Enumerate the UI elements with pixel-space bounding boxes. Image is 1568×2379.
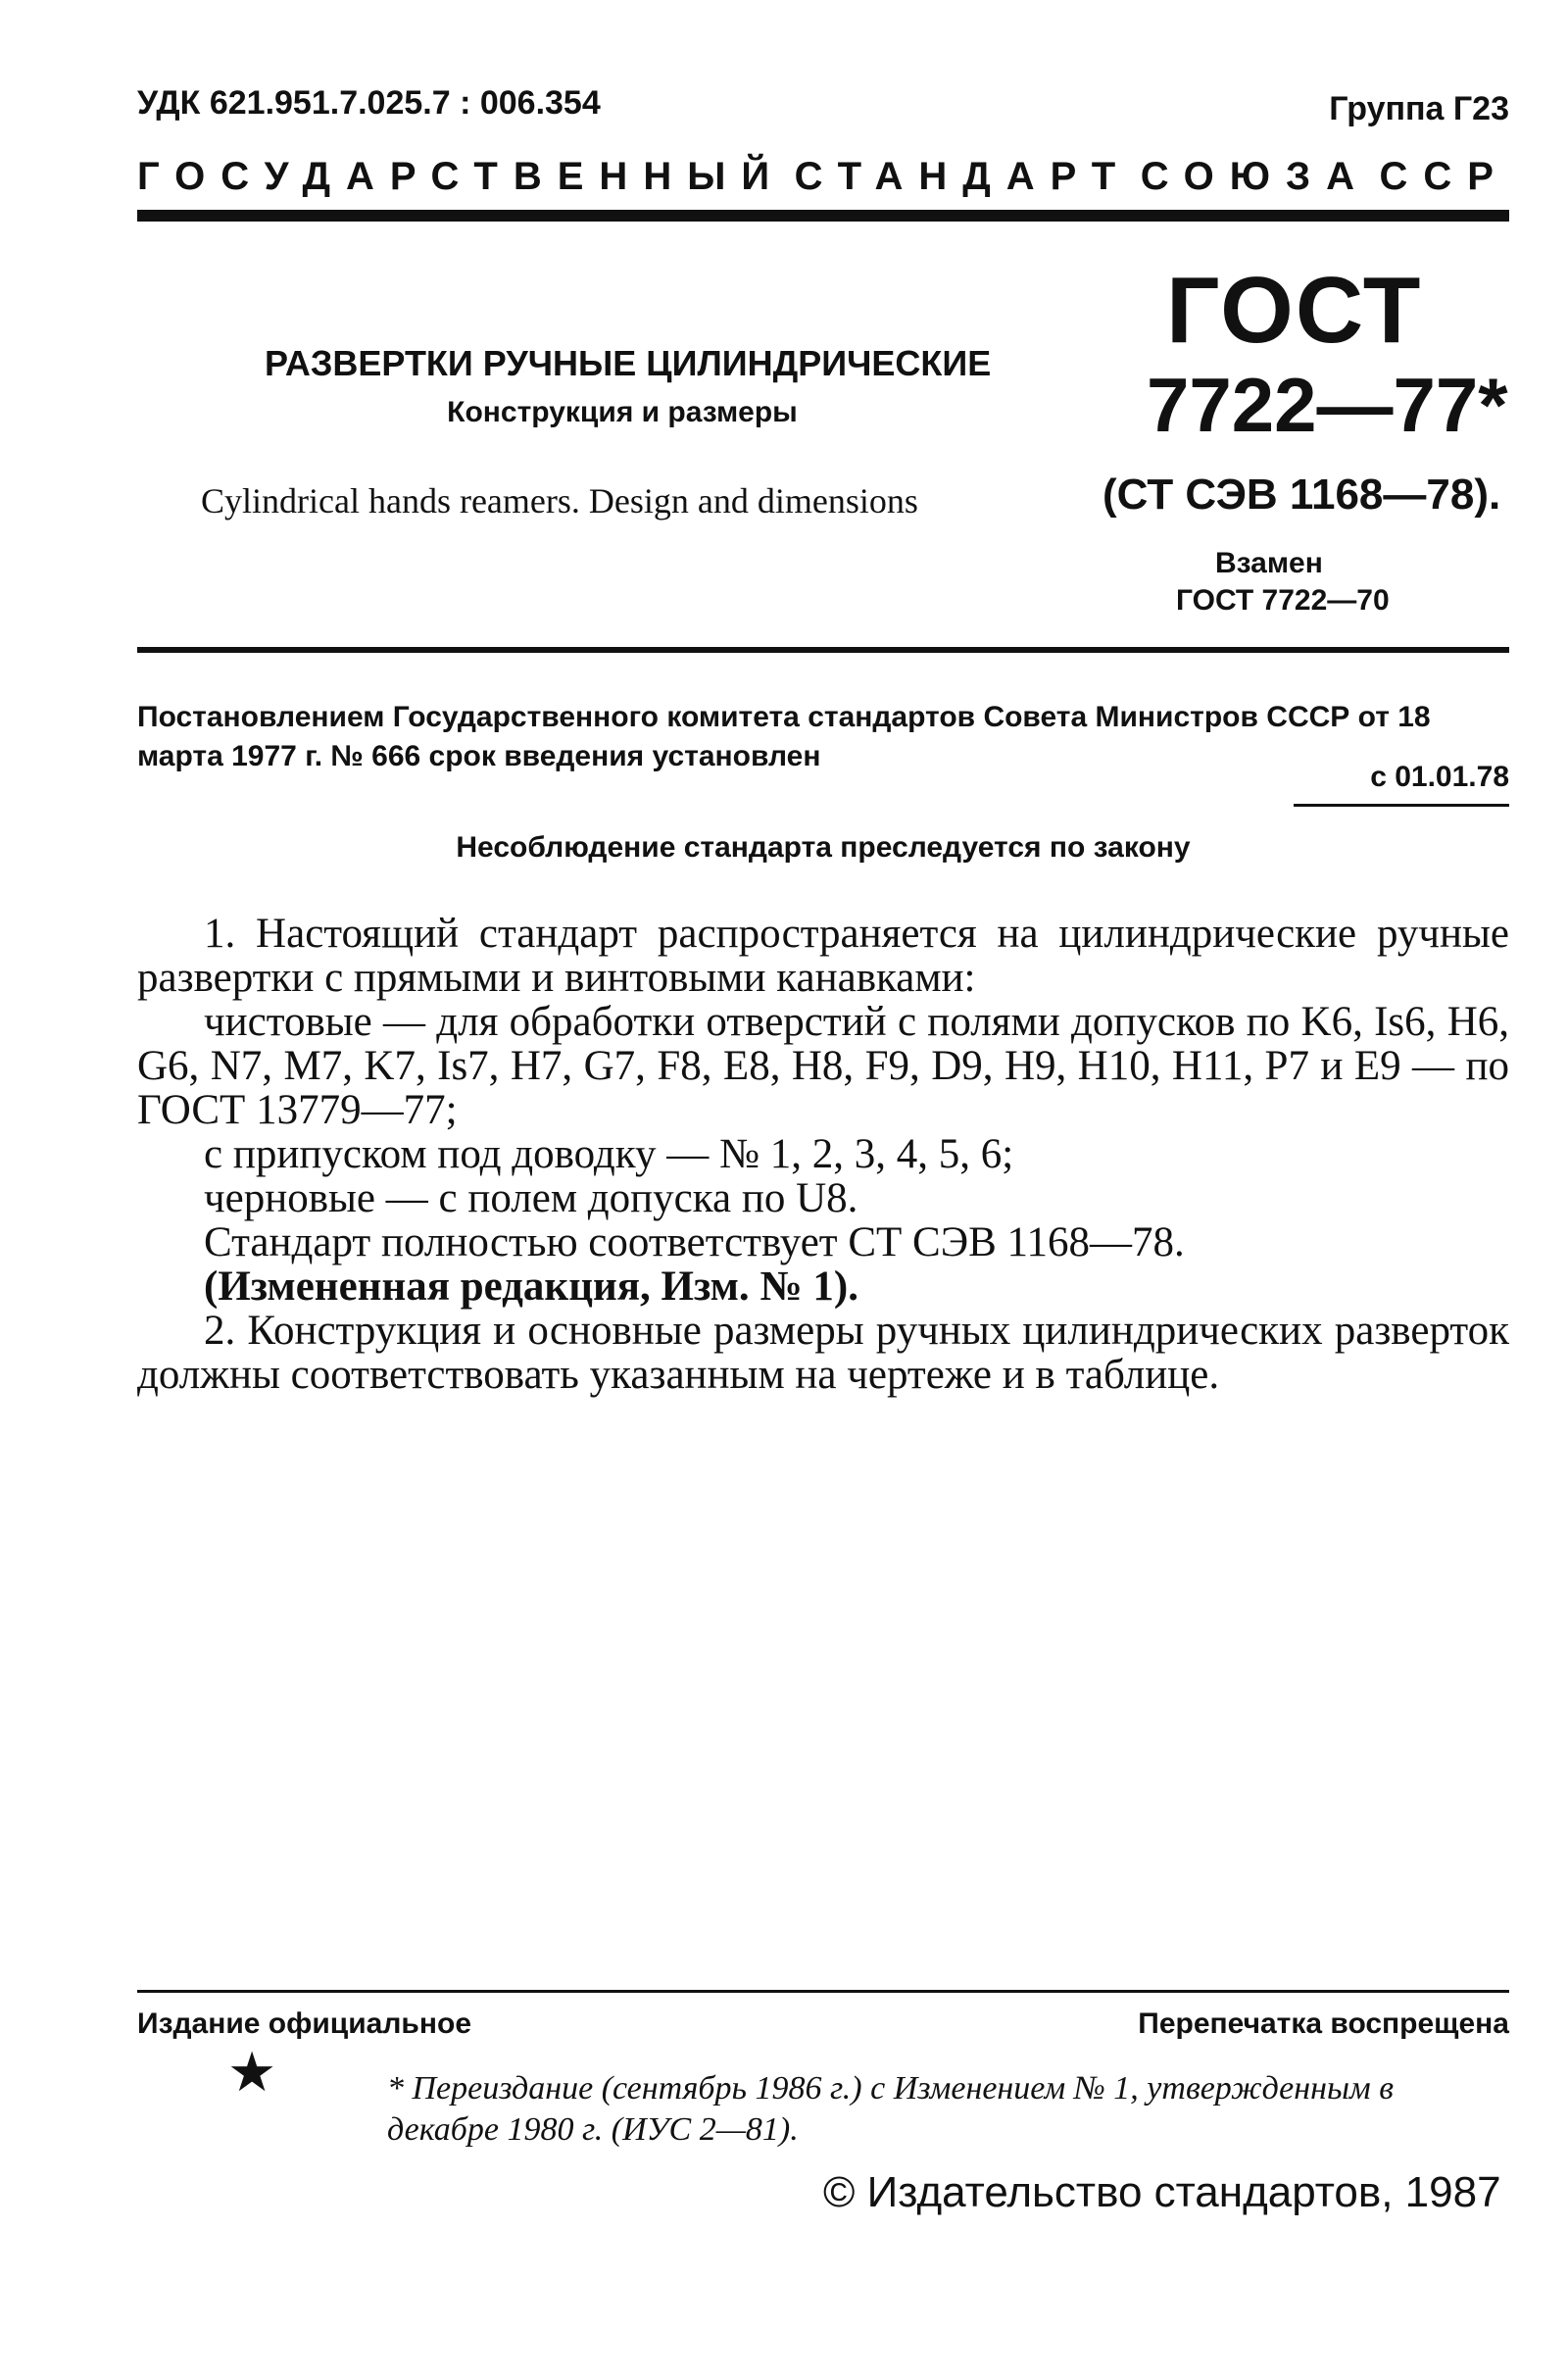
- gost-label: ГОСТ: [1166, 258, 1423, 363]
- date-underline: [1294, 804, 1509, 807]
- body-paragraph: чистовые — для обработки отверстий с полями допусков по K6, Is6, H6, G6, N7, M7, K7, Is7, H7, G7, F8, E8, H8, F9, D9, H9, H10, H11, P7 и E9 — по ГОСТ 13779—77;: [137, 999, 1509, 1133]
- replaces-value: ГОСТ 7722—70: [1176, 584, 1390, 617]
- body-paragraph: Стандарт полностью соответствует СТ СЭВ 1168—78.: [204, 1219, 1185, 1265]
- copyright-notice: © Издательство стандартов, 1987: [823, 2168, 1501, 2216]
- effective-date: с 01.01.78: [1370, 761, 1509, 793]
- amendment-note: (Измененная редакция, Изм. № 1).: [204, 1264, 858, 1310]
- reissue-footnote: * Переиздание (сентябрь 1986 г.) с Изменением № 1, утвержденным в декабре 1980 г. (ИУС 2—81).: [387, 2070, 1394, 2148]
- gost-number: 7722—77*: [1147, 362, 1508, 448]
- star-icon: ★: [227, 2041, 277, 2105]
- group-code: Группа Г23: [1329, 90, 1509, 127]
- official-edition-label: Издание официальное: [137, 2007, 472, 2040]
- document-subtitle: Конструкция и размеры: [447, 396, 798, 428]
- state-standard-word: ССР: [1379, 155, 1509, 198]
- header-thick-rule: [137, 210, 1509, 222]
- footer-rule: [137, 1990, 1509, 1993]
- state-standard-heading: [137, 155, 1509, 199]
- law-notice: Несоблюдение стандарта преследуется по закону: [456, 831, 1191, 864]
- state-standard-word: СОЮЗА: [1140, 155, 1370, 198]
- body-paragraph: 2. Конструкция и основные размеры ручных цилиндрических разверток должны соответствовать указанным на чертеже и в таблице.: [137, 1308, 1509, 1398]
- state-standard-word: СТАНДАРТ: [794, 155, 1132, 198]
- document-title-english: Cylindrical hands reamers. Design and dimensions: [201, 481, 918, 520]
- udk-code: УДК 621.951.7.025.7 : 006.354: [137, 84, 601, 122]
- body-paragraph: с припуском под доводку — № 1, 2, 3, 4, 5, 6;: [204, 1131, 1014, 1177]
- body-paragraph: 1. Настоящий стандарт распространяется на цилиндрические ручные развертки с прямыми и винтовыми канавками:: [137, 911, 1509, 1001]
- body-paragraph: черновые — с полем допуска по U8.: [204, 1175, 858, 1221]
- title-rule: [137, 647, 1509, 653]
- reprint-prohibited-label: Перепечатка воспрещена: [1138, 2007, 1509, 2040]
- st-sev-reference: (СТ СЭВ 1168—78).: [1102, 471, 1501, 519]
- replaces-label: Взамен: [1215, 547, 1323, 579]
- state-standard-word: ГОСУДАРСТВЕННЫЙ: [137, 155, 786, 198]
- decree-text: Постановлением Государственного комитета стандартов Совета Министров СССР от 18 марта 1977 г. № 666 срок введения установлен: [137, 701, 1431, 772]
- document-title: РАЗВЕРТКИ РУЧНЫЕ ЦИЛИНДРИЧЕСКИЕ: [265, 343, 992, 383]
- document-body: [137, 912, 1509, 1397]
